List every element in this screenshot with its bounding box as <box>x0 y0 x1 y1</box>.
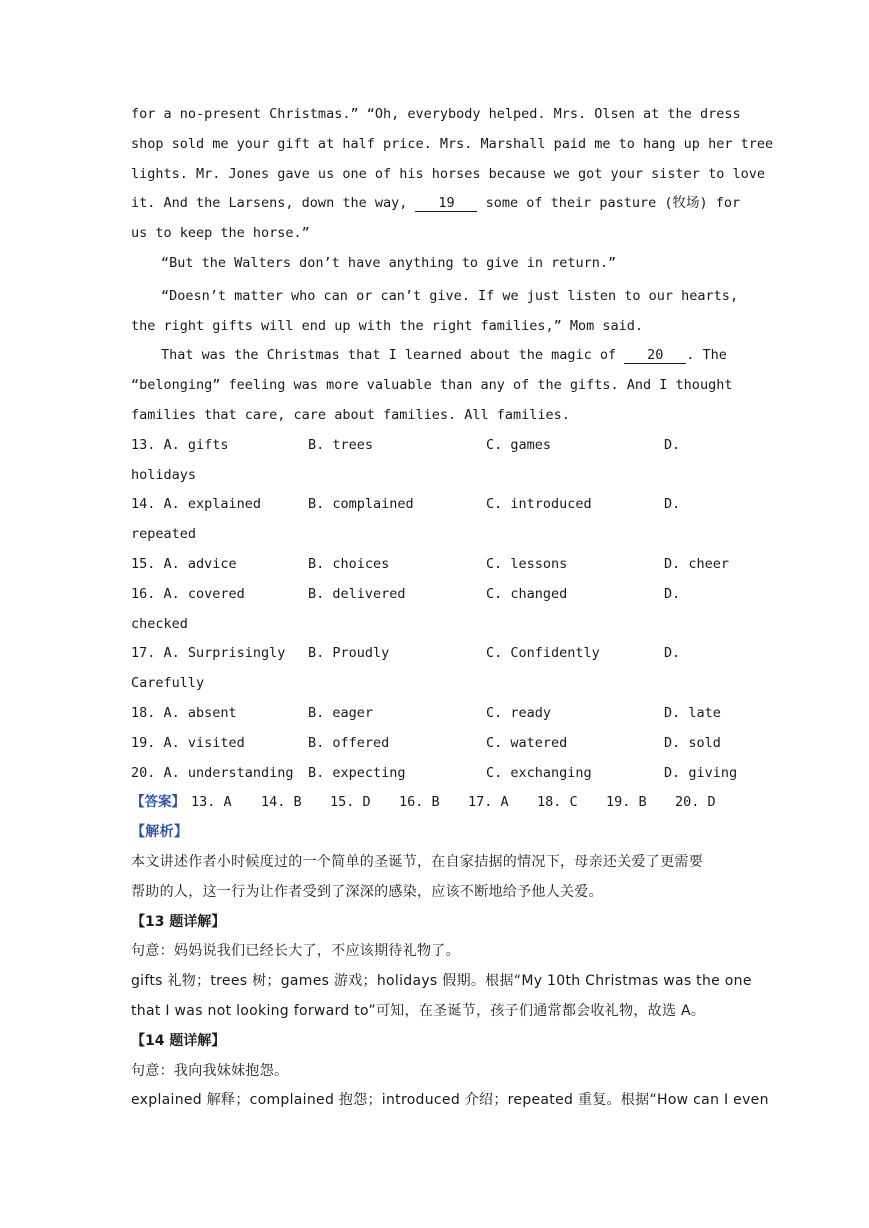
passage-text: some of their pasture (牧场) for <box>477 195 741 212</box>
answer-item: 13. A <box>191 794 232 811</box>
option-c: C. introduced <box>486 496 592 513</box>
passage-text: . The <box>686 347 727 364</box>
option-wrap: repeated <box>131 526 197 543</box>
passage-line: shop sold me your gift at half price. Mrs. Marshall paid me to hang up her tree <box>131 135 774 152</box>
option-c: C. ready <box>486 704 552 721</box>
option-b: B. trees <box>308 436 374 453</box>
option-d: D. cheer <box>664 555 730 572</box>
option-a: 18. A. absent <box>131 704 237 721</box>
option-a: 19. A. visited <box>131 734 245 751</box>
option-a: 17. A. Surprisingly <box>131 645 286 662</box>
option-row <box>131 639 743 669</box>
answer-item: 15. D <box>330 794 371 811</box>
blank-19: 19 <box>415 195 477 212</box>
option-b: B. eager <box>308 704 374 721</box>
passage-text: it. And the Larsens, down the way, <box>131 195 416 212</box>
option-d: D. <box>664 645 681 662</box>
option-a: 16. A. covered <box>131 585 245 602</box>
answer-item: 18. C <box>537 794 578 811</box>
passage-text: That was the Christmas that I learned about the magic of <box>161 347 625 364</box>
analysis-summary: 帮助的人，这一行为让作者受到了深深的感染，应该不断地给予他人关爱。 <box>131 883 603 900</box>
analysis-label: 【解析】 <box>131 824 189 841</box>
option-row <box>131 759 743 789</box>
passage-line: lights. Mr. Jones gave us one of his horses because we got your sister to love <box>131 165 765 182</box>
q14-title: 【14 题详解】 <box>131 1032 226 1049</box>
option-row <box>131 490 743 520</box>
option-d: D. <box>664 496 681 513</box>
option-b: B. offered <box>308 734 390 751</box>
answer-label: 【答案】 <box>131 794 185 811</box>
passage-line: us to keep the horse.” <box>131 225 310 242</box>
passage-line <box>131 341 743 371</box>
passage-line: for a no-present Christmas.” “Oh, everybody helped. Mrs. Olsen at the dress <box>131 106 741 122</box>
option-d: D. late <box>664 704 721 721</box>
option-wrap: checked <box>131 615 188 632</box>
option-c: C. lessons <box>486 555 568 572</box>
option-row <box>131 550 743 580</box>
passage-line: “Doesn’t matter who can or can’t give. If we just listen to our hearts, <box>161 287 739 304</box>
q13-explanation: gifts 礼物；trees 树；games 游戏；holidays 假期。根据“My 10th Christmas was the one <box>131 973 752 990</box>
option-row <box>131 729 743 759</box>
analysis-summary: 本文讲述作者小时候度过的一个简单的圣诞节，在自家拮据的情况下，母亲还关爱了更需要 <box>131 853 703 870</box>
option-wrap: holidays <box>131 466 197 483</box>
answer-item: 19. B <box>606 794 647 811</box>
option-d: D. sold <box>664 734 721 751</box>
passage-line: families that care, care about families. All families. <box>131 406 570 423</box>
answer-item: 14. B <box>261 794 302 811</box>
option-c: C. changed <box>486 585 568 602</box>
answer-row <box>131 788 743 818</box>
passage-line <box>131 189 743 219</box>
option-b: B. delivered <box>308 585 406 602</box>
option-row <box>131 699 743 729</box>
option-d: D. giving <box>664 764 738 781</box>
option-c: C. exchanging <box>486 764 592 781</box>
q13-explanation: that I was not looking forward to”可知，在圣诞节，孩子们通常都会收礼物，故选 A。 <box>131 1002 706 1019</box>
option-wrap: Carefully <box>131 675 205 692</box>
answer-item: 16. B <box>399 794 440 811</box>
option-b: B. choices <box>308 555 390 572</box>
passage-line: “belonging” feeling was more valuable than any of the gifts. And I thought <box>131 377 733 394</box>
passage-line: “But the Walters don’t have anything to give in return.” <box>161 254 617 271</box>
option-row <box>131 431 743 461</box>
option-a: 14. A. explained <box>131 496 262 513</box>
option-c: C. games <box>486 436 552 453</box>
option-b: B. Proudly <box>308 645 390 662</box>
document-page <box>131 100 774 1116</box>
option-c: C. Confidently <box>486 645 600 662</box>
options-list <box>131 431 743 789</box>
q13-title: 【13 题详解】 <box>131 913 226 930</box>
answer-item: 17. A <box>468 794 509 811</box>
q14-explanation: explained 解释；complained 抱怨；introduced 介绍；repeated 重复。根据“How can I even <box>131 1092 769 1109</box>
option-a: 13. A. gifts <box>131 436 229 453</box>
q14-meaning: 句意：我向我妹妹抱怨。 <box>131 1062 289 1079</box>
option-b: B. complained <box>308 496 414 513</box>
option-a: 15. A. advice <box>131 555 237 572</box>
option-d: D. <box>664 585 681 602</box>
blank-20: 20 <box>624 347 686 364</box>
answer-item: 20. D <box>675 794 716 811</box>
option-row <box>131 580 743 610</box>
option-b: B. expecting <box>308 764 406 781</box>
option-d: D. <box>664 436 681 453</box>
q13-meaning: 句意：妈妈说我们已经长大了，不应该期待礼物了。 <box>131 943 460 960</box>
option-a: 20. A. understanding <box>131 764 294 781</box>
passage-line: the right gifts will end up with the right families,” Mom said. <box>131 317 644 334</box>
option-c: C. watered <box>486 734 568 751</box>
